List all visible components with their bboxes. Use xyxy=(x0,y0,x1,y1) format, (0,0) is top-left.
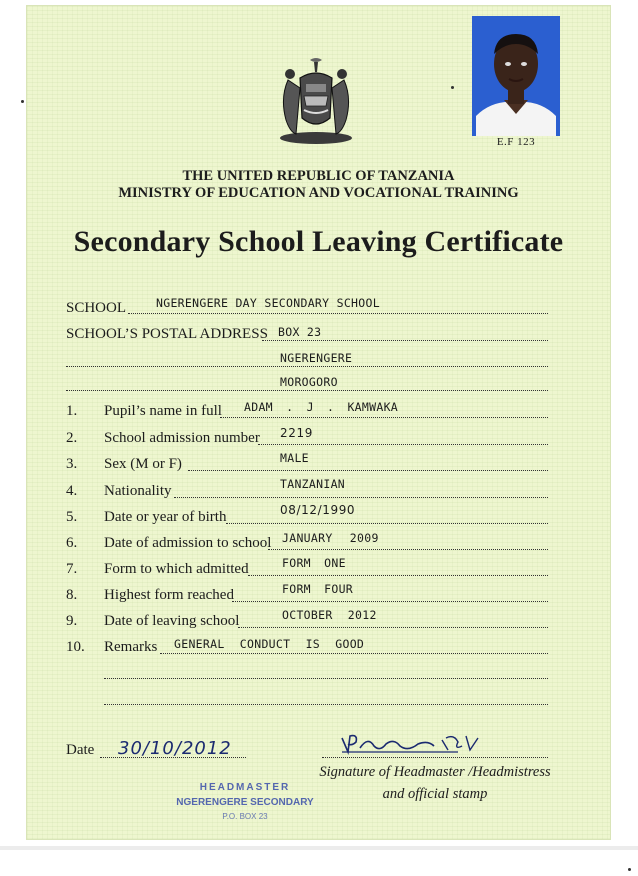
postal-address-line-2: NGERENGERE xyxy=(280,351,353,365)
field-label: Pupil’s name in full xyxy=(104,403,222,419)
country-heading: THE UNITED REPUBLIC OF TANZANIA xyxy=(182,168,455,184)
headmaster-signature xyxy=(338,730,488,760)
postal-address-dotted-line-3 xyxy=(66,390,548,391)
field-value: GENERAL CONDUCT IS GOOD xyxy=(174,637,365,651)
page-edge xyxy=(0,846,638,850)
date-label: Date xyxy=(66,742,95,758)
stamp-caption: and official stamp xyxy=(382,786,488,802)
speck xyxy=(628,868,631,871)
svg-text:NGERENGERE SECONDARY: NGERENGERE SECONDARY xyxy=(176,797,314,808)
postal-address-label: SCHOOL’S POSTAL ADDRESS xyxy=(66,326,268,342)
field-dotted-line xyxy=(232,601,548,602)
postal-address-dotted-line xyxy=(262,340,548,341)
school-dotted-line xyxy=(128,313,548,314)
field-label: Remarks xyxy=(104,639,158,655)
field-label: Nationality xyxy=(104,483,172,499)
field-value: OCTOBER 2012 xyxy=(282,608,377,622)
field-value: FORM ONE xyxy=(282,556,346,570)
certificate-title: Secondary School Leaving Certificate xyxy=(73,225,564,258)
field-number: 6. xyxy=(66,535,78,551)
field-number: 3. xyxy=(66,456,78,472)
field-value: TANZANIAN xyxy=(280,477,346,491)
field-dotted-line xyxy=(268,549,548,550)
postal-address-line-3: MOROGORO xyxy=(280,375,338,389)
field-number: 7. xyxy=(66,561,78,577)
field-dotted-line xyxy=(220,417,548,418)
field-number: 4. xyxy=(66,483,78,499)
photo-id-label: E.F 123 xyxy=(496,136,536,148)
field-value: 08/12/1990 xyxy=(280,503,356,517)
field-dotted-line xyxy=(188,470,548,471)
svg-text:HEADMASTER: HEADMASTER xyxy=(199,782,291,793)
svg-text:P.O. BOX 23: P.O. BOX 23 xyxy=(222,812,268,821)
remarks-dotted-line-2 xyxy=(104,678,548,679)
field-label: Form to which admitted xyxy=(104,561,249,577)
signature-dotted-line xyxy=(322,757,548,758)
field-value: JANUARY 2009 xyxy=(282,531,379,545)
field-dotted-line xyxy=(160,653,548,654)
field-label: Date of leaving school xyxy=(104,613,240,629)
speck xyxy=(21,100,24,103)
field-value: 2219 xyxy=(280,426,313,440)
ministry-heading: MINISTRY OF EDUCATION AND VOCATIONAL TRAINING xyxy=(118,185,519,201)
school-label: SCHOOL xyxy=(66,300,127,316)
field-number: 8. xyxy=(66,587,78,603)
field-dotted-line xyxy=(238,627,548,628)
official-stamp xyxy=(170,777,320,825)
postal-address-line-1: BOX 23 xyxy=(278,325,322,339)
coat-of-arms-emblem xyxy=(270,58,362,148)
field-value: FORM FOUR xyxy=(282,582,354,596)
field-dotted-line xyxy=(248,575,548,576)
field-label: Date of admission to school xyxy=(104,535,272,551)
field-label: Sex (M or F) xyxy=(104,456,182,472)
field-label: School admission number xyxy=(104,430,260,446)
field-dotted-line xyxy=(174,497,548,498)
speck xyxy=(451,86,454,89)
field-value: MALE xyxy=(280,451,309,465)
pupil-photo xyxy=(472,16,560,136)
signature-caption: Signature of Headmaster /Headmistress xyxy=(319,764,551,780)
field-number: 5. xyxy=(66,509,78,525)
field-number: 1. xyxy=(66,403,78,419)
field-label: Highest form reached xyxy=(104,587,234,603)
field-dotted-line xyxy=(226,523,548,524)
field-dotted-line xyxy=(258,444,548,445)
field-number: 2. xyxy=(66,430,78,446)
postal-address-dotted-line-2 xyxy=(66,366,548,367)
field-value: ADAM . J . KAMWAKA xyxy=(244,400,399,414)
field-label: Date or year of birth xyxy=(104,509,227,525)
field-number: 9. xyxy=(66,613,78,629)
field-number: 10. xyxy=(66,639,85,655)
school-name: NGERENGERE DAY SECONDARY SCHOOL xyxy=(156,296,380,310)
handwritten-date: 30/10/2012 xyxy=(118,738,232,759)
remarks-dotted-line-3 xyxy=(104,704,548,705)
